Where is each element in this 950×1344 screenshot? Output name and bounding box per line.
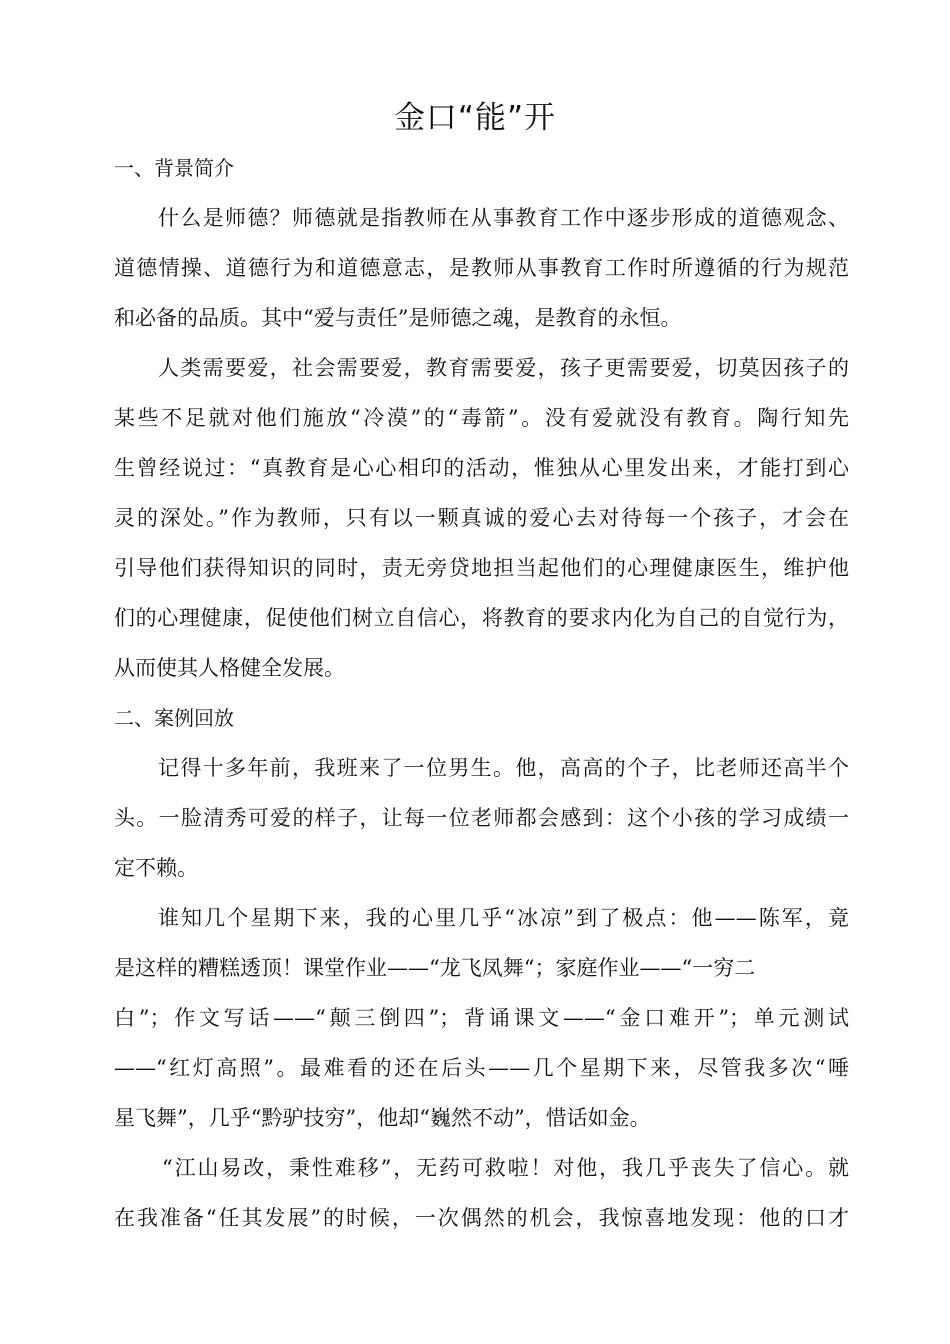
paragraph-line: 白”；作文写话——“颠三倒四”；背诵课文——“金口难开”；单元测试	[114, 1006, 849, 1030]
paragraph-line: 生曾经说过：“真教育是心心相印的活动，惟独从心里发出来，才能打到心	[114, 456, 849, 480]
paragraph-line: 定不赖。	[114, 856, 198, 880]
paragraph-line: 从而使其人格健全发展。	[114, 656, 345, 680]
document-title: 金口“能”开	[393, 100, 557, 136]
paragraph-line: 和必备的品质。其中“爱与责任”是师德之魂，是教育的永恒。	[114, 306, 682, 330]
paragraph-line: 们的心理健康，促使他们树立自信心，将教育的要求内化为自己的自觉行为，	[114, 606, 849, 630]
paragraph-line: 人类需要爱，社会需要爱，教育需要爱，孩子更需要爱，切莫因孩子的	[158, 356, 849, 380]
paragraph-line: 头。一脸清秀可爱的样子，让每一位老师都会感到：这个小孩的学习成绩一	[114, 806, 849, 830]
paragraph-line: 记得十多年前，我班来了一位男生。他，高高的个子，比老师还高半个	[158, 756, 849, 780]
paragraph-line: 星飞舞”，几乎“黔驴技穷”，他却“巍然不动”，惜话如金。	[114, 1106, 651, 1130]
paragraph-line: 某些不足就对他们施放“冷漠”的“毒箭”。没有爱就没有教育。陶行知先	[114, 406, 849, 430]
paragraph-line: 灵的深处。”作为教师，只有以一颗真诚的爱心去对待每一个孩子，才会在	[114, 506, 849, 530]
paragraph-line: “江山易改，秉性难移”，无药可救啦！对他，我几乎丧失了信心。就	[162, 1156, 849, 1180]
paragraph-line: 道德情操、道德行为和道德意志，是教师从事教育工作时所遵循的行为规范	[114, 256, 849, 280]
paragraph-line: 什么是师德？师德就是指教师在从事教育工作中逐步形成的道德观念、	[158, 206, 849, 230]
paragraph-line: 在我准备“任其发展”的时候，一次偶然的机会，我惊喜地发现：他的口才	[114, 1206, 849, 1230]
paragraph-line: 是这样的糟糕透顶！课堂作业——“龙飞凤舞“；家庭作业——“一穷二	[114, 956, 756, 980]
paragraph-line: 谁知几个星期下来，我的心里几乎“冰凉”到了极点：他——陈军，竟	[158, 906, 849, 930]
section-heading-background: 一、背景简介	[114, 156, 234, 180]
section-heading-case: 二、案例回放	[114, 706, 234, 730]
paragraph-line: 引导他们获得知识的同时，责无旁贷地担当起他们的心理健康医生，维护他	[114, 556, 849, 580]
paragraph-line: ——“红灯高照”。最难看的还在后头——几个星期下来，尽管我多次“唾	[114, 1056, 849, 1080]
